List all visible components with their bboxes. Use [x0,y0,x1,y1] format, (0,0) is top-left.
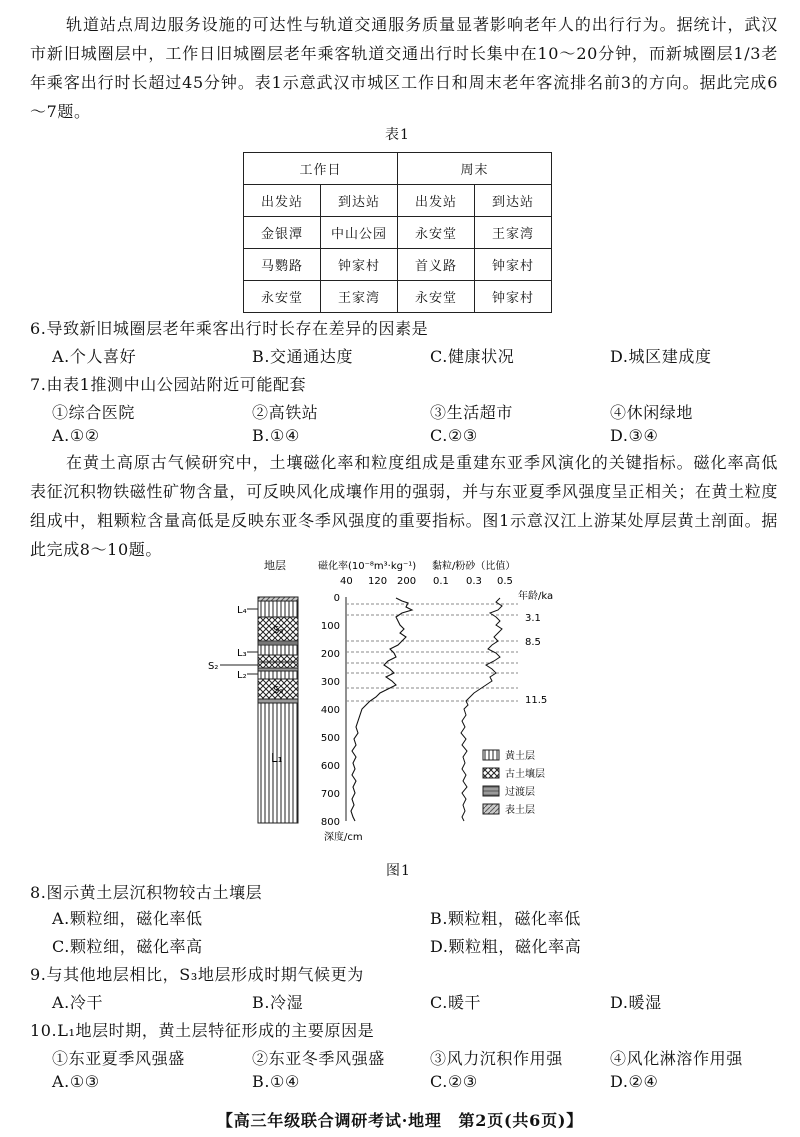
q8-option-d: D.颗粒粗，磁化率高 [430,937,582,956]
strata-transition [258,668,298,671]
q7-option-d: D.③④ [610,426,659,445]
table-caption: 表1 [385,127,410,143]
q10-option-a: A.①③ [52,1072,100,1091]
q7-item-2: ②高铁站 [252,403,319,422]
table-cell: 金银潭 [244,217,321,249]
legend-label: 黄土层 [505,751,535,762]
table-header-cell: 到达站 [321,185,398,217]
magnetic-tick: 40 [340,576,353,587]
depth-tick-label: 400 [320,705,340,716]
legend-swatch-topsoil [483,804,499,814]
ratio-tick: 0.3 [466,576,482,587]
magnetic-tick: 120 [368,576,388,587]
magnetic-susceptibility-curve [351,598,412,821]
table-cell: 钟家村 [321,249,398,281]
table-cell: 永安堂 [398,217,475,249]
q6-option-c: C.健康状况 [430,347,515,366]
q10-item-3: ③风力沉积作用强 [430,1049,563,1068]
strata-paleosol-s2 [258,662,298,668]
table-1 [243,152,552,313]
q7-item-3: ③生活超市 [430,403,514,422]
q10-option-c: C.②③ [430,1072,478,1091]
q7-option-b: B.①④ [252,426,300,445]
layer-label: S₂ [208,661,219,672]
legend-swatch-transition [483,786,499,796]
legend-label: 古土壤层 [505,769,545,780]
q9-option-d: D.暖湿 [610,993,662,1012]
depth-ticks [321,593,340,828]
ratio-tick: 0.1 [433,576,449,587]
ratio-axis-title: 黏粒/粉砂（比值） [432,561,516,572]
depth-tick-label: 700 [320,789,340,800]
q6-option-b: B.交通通达度 [252,347,354,366]
q8-option-c: C.颗粒细，磁化率高 [52,937,203,956]
table-cell: 马鹦路 [244,249,321,281]
q7-item-1: ①综合医院 [52,403,136,422]
q10-item-4: ④风化淋溶作用强 [610,1049,743,1068]
table-row [244,217,552,249]
layer-label: L₂ [237,670,247,681]
table-group-header: 工作日 [244,153,398,185]
legend-label: 过渡层 [505,787,535,798]
q6-option-a: A.个人喜好 [52,347,137,366]
table-cell: 永安堂 [398,281,475,313]
depth-axis-label: 深度/cm [324,832,363,843]
q9-option-c: C.暖干 [430,993,482,1012]
depth-tick-label: 100 [320,621,340,632]
question-10-stem: 10.L₁地层时期，黄土层特征形成的主要原因是 [30,1021,375,1040]
layer-label: S₃ [273,685,284,696]
table-cell: 永安堂 [244,281,321,313]
strata-paleosol-small [258,655,298,662]
table-cell: 钟家村 [475,281,552,313]
legend-label: 表土层 [505,805,535,816]
age-label: 3.1 [525,613,541,624]
strata-topsoil [258,597,298,601]
legend-swatch-loess [483,750,499,760]
question-8-stem: 8.图示黄土层沉积物较古土壤层 [30,883,263,902]
question-7-stem: 7.由表1推测中山公园站附近可能配套 [30,375,307,394]
legend [483,749,545,816]
strata-transition [258,641,298,645]
table-cell: 中山公园 [321,217,398,249]
table-header-cell: 出发站 [244,185,321,217]
q8-option-a: A.颗粒细，磁化率低 [52,909,203,928]
depth-tick-label: 600 [320,761,340,772]
strata-title: 地层 [264,559,286,572]
q10-option-b: B.①④ [252,1072,300,1091]
table-cell: 钟家村 [475,249,552,281]
table-cell: 首义路 [398,249,475,281]
layer-label: L₁ [271,751,283,765]
table-header-cell: 出发站 [398,185,475,217]
age-axis-title: 年龄/ka [518,591,554,602]
magnetic-tick: 200 [397,576,417,587]
q7-option-c: C.②③ [430,426,478,445]
figure-caption: 图1 [386,863,411,879]
page-footer: 【高三年级联合调研考试·地理 第2页(共6页)】 [216,1111,584,1130]
depth-tick-label: 300 [320,677,340,688]
legend-swatch-paleosol [483,768,499,778]
depth-tick-label: 800 [320,817,340,828]
table-cell: 王家湾 [475,217,552,249]
strata-transition [258,699,298,703]
age-label: 11.5 [525,695,548,706]
age-label: 8.5 [525,637,541,648]
q9-option-a: A.冷干 [52,993,104,1012]
intro-paragraph-1: 轨道站点周边服务设施的可达性与轨道交通服务质量显著影响老年人的出行行为。据统计，武汉市新旧城圈层中，工作日旧城圈层老年乘客轨道交通出行时长集中在10～20分钟，而新城圈层1/3老年乘客出行时长超过45分钟。表1示意武汉市城区工作日和周末老年客流排名前3的方向。据此完成6～7题。 [30,15,778,121]
q8-option-b: B.颗粒粗，磁化率低 [430,909,581,928]
q10-option-d: D.②④ [610,1072,659,1091]
q7-item-4: ④休闲绿地 [610,403,694,422]
table-cell: 王家湾 [321,281,398,313]
question-6-stem: 6.导致新旧城圈层老年乘客出行时长存在差异的因素是 [30,319,429,338]
q10-item-1: ①东亚夏季风强盛 [52,1049,185,1068]
table-row [244,281,552,313]
depth-tick-label: 200 [320,649,340,660]
layer-label: L₄ [237,605,247,616]
depth-tick-label: 500 [320,733,340,744]
intro-paragraph-2: 在黄土高原古气候研究中，土壤磁化率和粒度组成是重建东亚季风演化的关键指标。磁化率高低表征沉积物铁磁性矿物含量，可反映风化成壤作用的强弱，并与东亚夏季风强度呈正相关；在黄土粒度组成中，粗颗粒含量高低是反映东亚冬季风强度的重要指标。图1示意汉江上游某处厚层黄土剖面。据此完成8～10题。 [30,453,778,559]
layer-label: S₃ [273,625,284,636]
question-9-stem: 9.与其他地层相比，S₃地层形成时期气候更为 [30,965,364,984]
depth-tick-label: 0 [333,593,340,604]
ratio-tick: 0.5 [497,576,513,587]
layer-label: L₃ [237,648,247,659]
q6-option-d: D.城区建成度 [610,347,712,366]
figure-1 [200,557,600,857]
q10-item-2: ②东亚冬季风强盛 [252,1049,385,1068]
table-header-cell: 到达站 [475,185,552,217]
magnetic-axis-title: 磁化率(10⁻⁸m³·kg⁻¹) [318,561,417,572]
table-row [244,249,552,281]
q7-option-a: A.①② [52,426,100,445]
table-group-header: 周末 [398,153,552,185]
q9-option-b: B.冷湿 [252,993,304,1012]
